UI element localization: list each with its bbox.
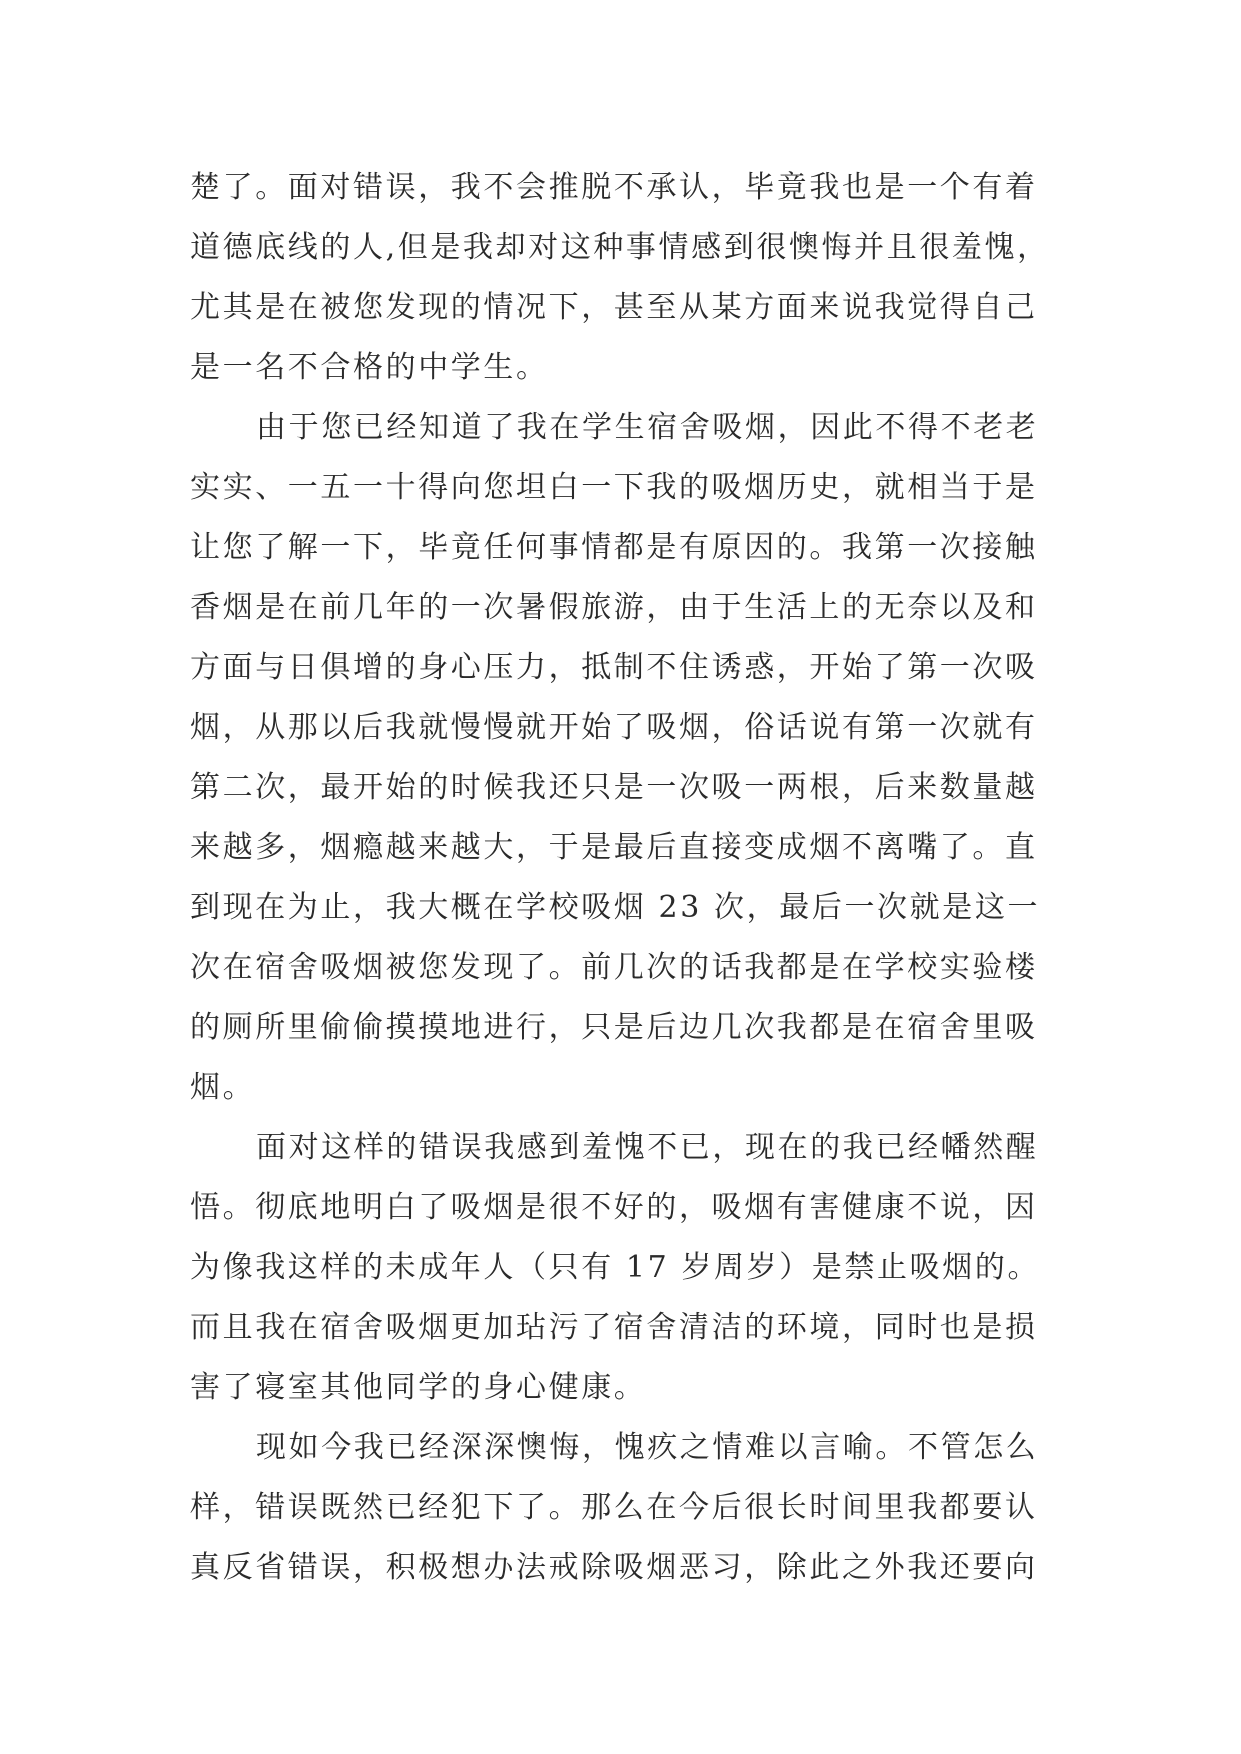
text-line: 是一名不合格的中学生。 [190,350,549,385]
text-line: 实实、一五一十得向您坦白一下我的吸烟历史，就相当于是 [190,470,1038,505]
text-line: 让您了解一下，毕竟任何事情都是有原因的。我第一次接触 [190,530,1038,565]
text-line: 来越多，烟瘾越来越大，于是最后直接变成烟不离嘴了。直 [190,830,1038,865]
text-line: 样，错误既然已经犯下了。那么在今后很长时间里我都要认 [190,1490,1038,1525]
text-line: 面对这样的错误我感到羞愧不已，现在的我已经幡然醒 [256,1130,1039,1165]
text-line: 道德底线的人,但是我却对这种事情感到很懊悔并且很羞愧， [190,230,1050,265]
text-line: 为像我这样的未成年人（只有 17 岁周岁）是禁止吸烟的。 [190,1250,1041,1285]
text-line: 楚了。面对错误，我不会推脱不承认，毕竟我也是一个有着 [190,170,1038,205]
text-line: 而且我在宿舍吸烟更加玷污了宿舍清洁的环境，同时也是损 [190,1310,1038,1345]
text-line: 烟，从那以后我就慢慢就开始了吸烟，俗话说有第一次就有 [190,710,1038,745]
text-line: 真反省错误，积极想办法戒除吸烟恶习，除此之外我还要向 [190,1550,1038,1585]
text-line: 尤其是在被您发现的情况下，甚至从某方面来说我觉得自己 [190,290,1038,325]
text-line: 烟。 [190,1070,256,1105]
text-line: 次在宿舍吸烟被您发现了。前几次的话我都是在学校实验楼 [190,950,1038,985]
text-line: 害了寝室其他同学的身心健康。 [190,1370,647,1405]
text-line: 的厕所里偷偷摸摸地进行，只是后边几次我都是在宿舍里吸 [190,1010,1038,1045]
text-line: 香烟是在前几年的一次暑假旅游，由于生活上的无奈以及和 [190,590,1038,625]
text-line: 由于您已经知道了我在学生宿舍吸烟，因此不得不老老 [256,410,1039,445]
text-line: 方面与日俱增的身心压力，抵制不住诱惑，开始了第一次吸 [190,650,1038,685]
text-line: 第二次，最开始的时候我还只是一次吸一两根，后来数量越 [190,770,1038,805]
text-line: 到现在为止，我大概在学校吸烟 23 次，最后一次就是这一 [190,890,1041,925]
body-text [190,158,1090,1598]
text-line: 现如今我已经深深懊悔，愧疚之情难以言喻。不管怎么 [256,1430,1039,1465]
text-line: 悟。彻底地明白了吸烟是很不好的，吸烟有害健康不说，因 [190,1190,1038,1225]
